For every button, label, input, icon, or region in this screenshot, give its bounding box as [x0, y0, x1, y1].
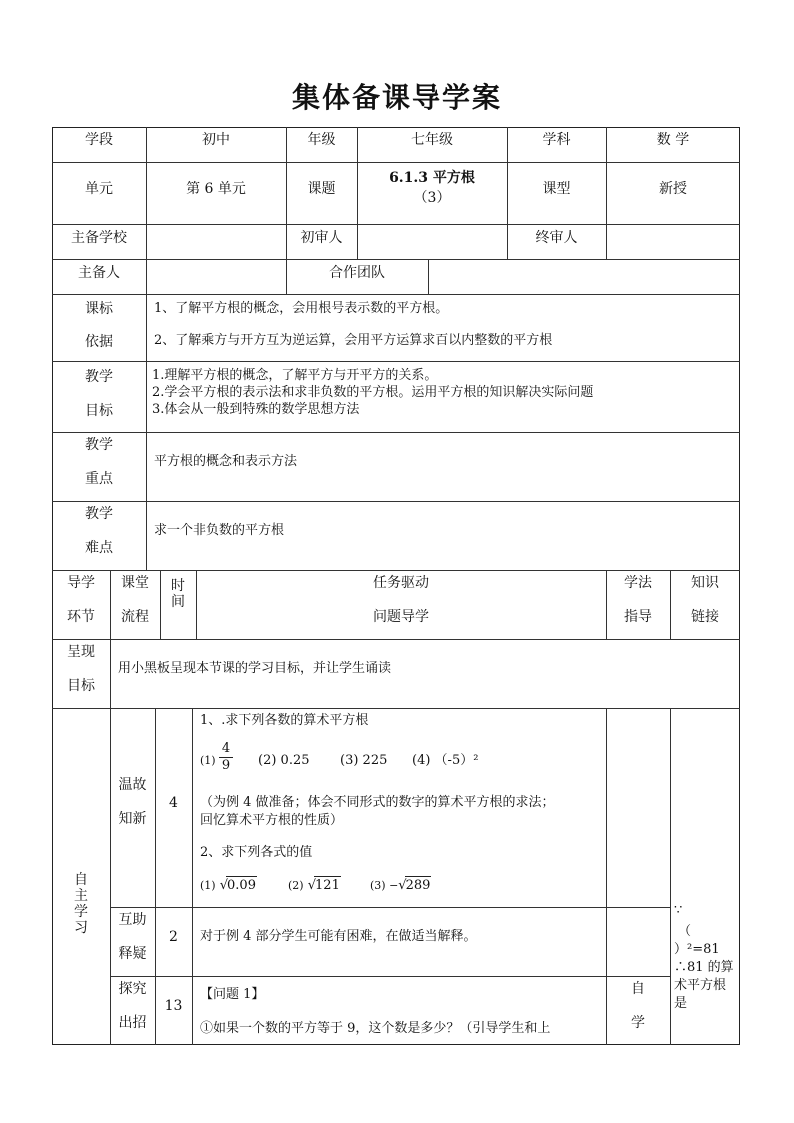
link-note-2: （: [678, 924, 692, 939]
topic-value-part: （3）: [413, 190, 451, 206]
link-note-4: ∴81 的算: [674, 960, 734, 975]
goals-item-2: 2.学会平方根的表示法和求非负数的平方根。运用平方根的知识解决实际问题: [152, 385, 594, 400]
present-text: 用小黑板呈现本节课的学习目标，并让学生诵读: [118, 661, 392, 676]
col-link: 知识: [691, 575, 719, 591]
basis-item-2: 2、了解乘方与开方互为逆运算，会用平方运算求百以内整数的平方根: [154, 333, 553, 348]
review-label: 温故: [118, 777, 147, 793]
review-label-2: 知新: [118, 811, 147, 827]
topic-label: 课题: [307, 181, 336, 197]
link-note-1: ∵: [674, 903, 683, 918]
basis-label: 课标: [85, 301, 113, 317]
explore-label: 探究: [118, 981, 147, 997]
explore-time: 13: [164, 998, 183, 1014]
goals-label: 教学: [85, 369, 113, 385]
expression-2-radicand: 121: [315, 878, 340, 893]
radical-icon: √: [307, 878, 317, 893]
help-label-2: 释疑: [118, 946, 147, 962]
radical-icon: √: [219, 878, 229, 893]
review-question-2: 2、求下列各式的值: [200, 845, 313, 860]
goals-item-3: 3.体会从一般到特殊的数学思想方法: [152, 402, 360, 417]
present-label: 呈现: [67, 644, 95, 660]
link-note-3: ）²=81: [674, 942, 720, 957]
goals-label-2: 目标: [85, 403, 113, 419]
expression-1: [200, 876, 257, 895]
review-p3: (3) 225: [340, 753, 388, 768]
stage-label: 学段: [85, 132, 113, 148]
unit-value: 第 6 单元: [186, 181, 246, 197]
col-method-2: 指导: [624, 609, 652, 625]
help-time: 2: [169, 929, 178, 945]
explore-method-2: 学: [631, 1015, 645, 1031]
explore-question-text: ①如果一个数的平方等于 9，这个数是多少？（引导学生和上: [200, 1021, 551, 1036]
review-p2: (2) 0.25: [258, 753, 310, 768]
topic-value: 6.1.3 平方根: [389, 170, 475, 186]
basis-label-2: 依据: [85, 334, 113, 350]
expression-3-prefix: (3) −: [370, 879, 399, 892]
school-label: 主备学校: [71, 230, 127, 246]
page-title: 集体备课导学案: [291, 81, 502, 114]
difficulties-text: 求一个非负数的平方根: [154, 523, 285, 538]
link-note-6: 是: [674, 996, 688, 1011]
final-review-label: 终审人: [535, 230, 578, 246]
expression-1-radicand: 0.09: [227, 878, 256, 893]
self-study-label: 自主学习: [74, 872, 88, 936]
col-link-2: 链接: [691, 609, 719, 625]
explore-question-title: 【问题 1】: [200, 987, 265, 1002]
fraction-denominator: 9: [221, 758, 231, 773]
review-note-1: （为例 4 做准备；体会不同形式的数字的算术平方根的求法；: [200, 795, 555, 810]
expression-3: [370, 876, 431, 895]
col-time: 时间: [171, 578, 185, 610]
expression-2: [288, 876, 341, 895]
subject-label: 学科: [542, 132, 571, 148]
expression-2-prefix: (2): [288, 879, 304, 892]
radical-icon: √: [398, 878, 407, 893]
col-task: 任务驱动: [373, 575, 429, 591]
fraction-numerator: 4: [221, 741, 231, 756]
explore-label-2: 出招: [118, 1015, 147, 1031]
help-text: 对于例 4 部分学生可能有困难，在做适当解释。: [200, 929, 477, 944]
team-label: 合作团队: [329, 265, 385, 281]
expression-3-radicand: 289: [405, 878, 431, 893]
key-points-label: 教学: [85, 437, 113, 453]
key-points-text: 平方根的概念和表示方法: [154, 454, 298, 469]
review-p4: (4) （-5）²: [412, 753, 479, 768]
unit-label: 单元: [85, 181, 113, 197]
key-points-label-2: 重点: [85, 471, 113, 487]
type-value: 新授: [659, 181, 687, 197]
difficulties-label: 教学: [85, 506, 113, 522]
col-task-2: 问题导学: [373, 609, 429, 625]
grade-label: 年级: [307, 132, 336, 148]
col-flow: 课堂: [121, 575, 149, 591]
review-note-2: 回忆算术平方根的性质）: [200, 813, 344, 828]
expression-1-prefix: (1): [200, 879, 216, 892]
goals-item-1: 1.理解平方根的概念，了解平方与开平方的关系。: [152, 368, 438, 383]
col-flow-2: 流程: [121, 609, 149, 625]
present-label-2: 目标: [67, 678, 95, 694]
review-p1: (1): [200, 754, 216, 767]
type-label: 课型: [542, 181, 571, 197]
grade-value: 七年级: [411, 132, 453, 148]
help-label: 互助: [118, 912, 147, 928]
first-review-label: 初审人: [300, 230, 343, 246]
fraction-four-ninths: [219, 742, 233, 773]
basis-item-1: 1、了解平方根的概念，会用根号表示数的平方根。: [154, 301, 449, 316]
col-stage: 导学: [67, 575, 95, 591]
link-note-5: 术平方根: [674, 978, 727, 993]
review-question-1: 1、.求下列各数的算术平方根: [200, 713, 369, 728]
explore-method: 自: [631, 981, 645, 997]
difficulties-label-2: 难点: [85, 540, 113, 556]
col-method: 学法: [624, 575, 652, 591]
subject-value: 数 学: [656, 132, 690, 148]
preparer-label: 主备人: [78, 265, 120, 281]
review-time: 4: [169, 795, 178, 811]
stage-value: 初中: [202, 132, 230, 148]
col-stage-2: 环节: [67, 609, 95, 625]
